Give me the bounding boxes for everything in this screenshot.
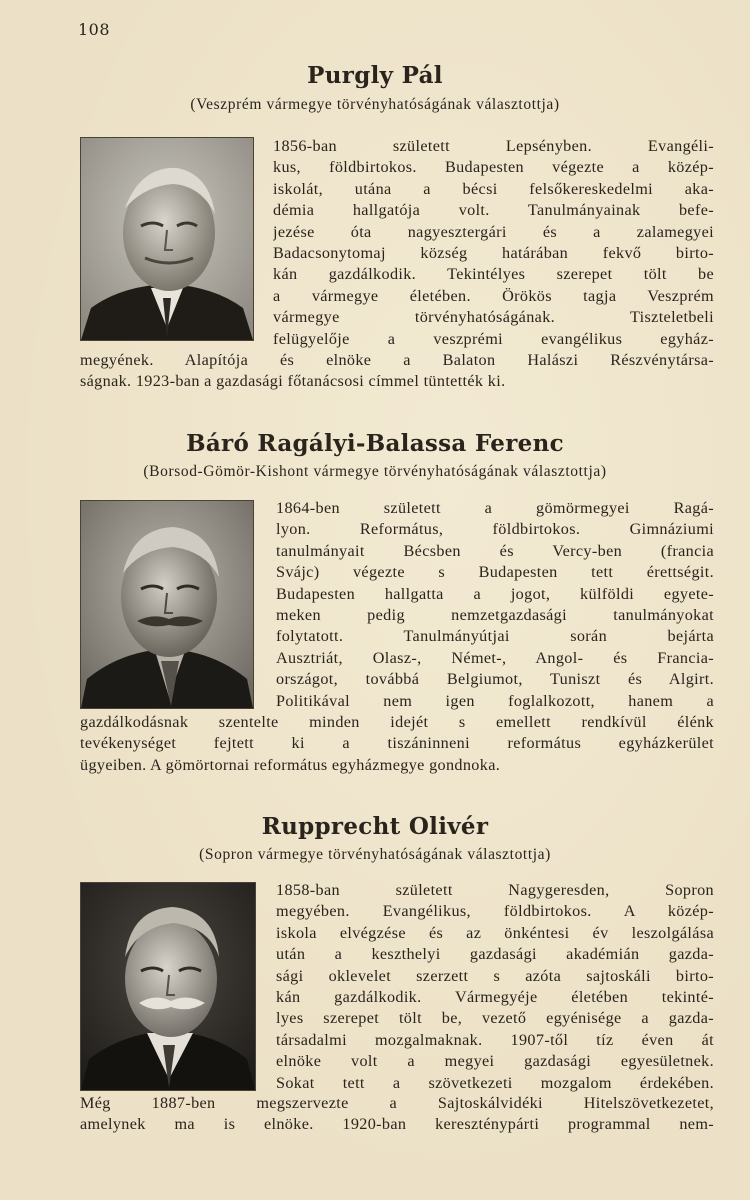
text-line: iskola elvégzése és az önkéntesi év leszolgálása (276, 923, 714, 942)
text-line: felügyelője a veszprémi evangélikus egyház- (273, 329, 714, 348)
portrait-ragalyi-balassa-ferenc (80, 500, 254, 709)
entry-name: Báró Ragályi-Balassa Ferenc (186, 430, 564, 457)
text-line: megyének. Alapítója és elnöke a Balaton Halászi Részvénytársa- (80, 351, 714, 369)
text-line: kán gazdálkodik. Vármegyéje életében tekinté- (276, 987, 714, 1006)
text-line: lyes szerepet tölt be, vezető egyénisége a gazda- (276, 1009, 714, 1028)
text-line: Budapesten hallgatta a jogot, külföldi egyete- (276, 584, 714, 603)
text-line: kus, földbirtokos. Budapesten végezte a közép- (273, 158, 714, 177)
text-line: Svájc) végezte s Budapesten tett érettségit. (276, 563, 714, 582)
text-line: kán gazdálkodik. Tekintélyes szerepet tölt be (273, 265, 714, 284)
text-line: iskolát, utána a bécsi felsőkereskedelmi aka- (273, 179, 714, 198)
text-line: amelynek ma is elnöke. 1920-ban kereszténypárti programmal nem- (80, 1115, 714, 1134)
text-line: Badacsonytomaj község határában fekvő birto- (273, 243, 714, 262)
entry-text-beside (276, 498, 714, 712)
text-line: elnöke volt a megyei gazdasági egyesületnek. (276, 1052, 714, 1071)
portrait-purgly-pal (80, 137, 254, 341)
entry-text-beside (276, 880, 714, 1094)
entry-text-full (80, 1093, 714, 1136)
entry-text-beside (273, 136, 714, 350)
text-line: után a keszthelyi gazdasági akadémián gazda- (276, 945, 714, 964)
text-line: ügyeiben. A gömörtornai református egyházmegye gondnoka. (80, 755, 501, 774)
text-line: tanulmányait Bécsben és Vercy-ben (francia (276, 541, 714, 560)
text-line: országot, továbbá Belgiumot, Tuniszt és Algirt. (276, 670, 714, 689)
text-line: folytatott. Tanulmányútjai során bejárta (276, 627, 714, 646)
text-line: jezése óta nagyesztergári és a zalamegyei (273, 222, 714, 241)
entry-text-full (80, 350, 714, 393)
text-line: Politikával nem igen foglalkozott, hanem a (276, 691, 714, 710)
text-line: sági oklevelet szerzett s azóta sajtoskáli birto- (276, 966, 714, 985)
text-line: 1856-ban született Lepsényben. Evangéli- (273, 137, 714, 155)
page-number: 108 (78, 20, 111, 39)
text-line: 1858-ban született Nagygeresden, Sopron (276, 881, 714, 899)
portrait-rupprecht-oliver (80, 882, 256, 1091)
text-line: tevékenységet fejtett ki a tiszáninneni református egyházkerület (80, 734, 714, 753)
text-line: Ausztriát, Olasz-, Német-, Angol- és Francia- (276, 648, 714, 667)
entry-name: Purgly Pál (307, 62, 443, 89)
entry-name: Rupprecht Olivér (261, 813, 489, 840)
text-line: Sokat tett a szövetkezeti mozgalom érdekében. (276, 1073, 714, 1092)
text-line: ságnak. 1923-ban a gazdasági főtanácsosi címmel tüntették ki. (80, 372, 506, 391)
text-line: vármegye törvényhatóságának. Tiszteletbeli (273, 308, 714, 327)
text-line: megyében. Evangélikus, földbirtokos. A közép- (276, 902, 714, 921)
text-line: gazdálkodásnak szentelte minden idejét s emellett rendkívül élénk (80, 713, 714, 731)
entry-subtitle: (Borsod-Gömör-Kishont vármegye törvényhatóságának választottja) (143, 463, 607, 480)
entry-subtitle: (Sopron vármegye törvényhatóságának választottja) (199, 846, 551, 863)
text-line: a vármegye életében. Örökös tagja Veszprém (273, 286, 714, 305)
text-line: Még 1887-ben megszervezte a Sajtoskálvidéki Hitelszövetkezetet, (80, 1094, 714, 1112)
text-line: meken pedig nemzetgazdasági tanulmányokat (276, 605, 714, 624)
entry-text-full (80, 712, 714, 776)
text-line: démia hallgatója volt. Tanulmányainak befe- (273, 201, 714, 220)
text-line: lyon. Református, földbirtokos. Gimnáziumi (276, 520, 714, 539)
text-line: társadalmi mozgalmaknak. 1907-től tíz éven át (276, 1030, 714, 1049)
entry-subtitle: (Veszprém vármegye törvényhatóságának választottja) (190, 96, 560, 113)
text-line: 1864-ben született a gömörmegyei Ragá- (276, 499, 714, 517)
